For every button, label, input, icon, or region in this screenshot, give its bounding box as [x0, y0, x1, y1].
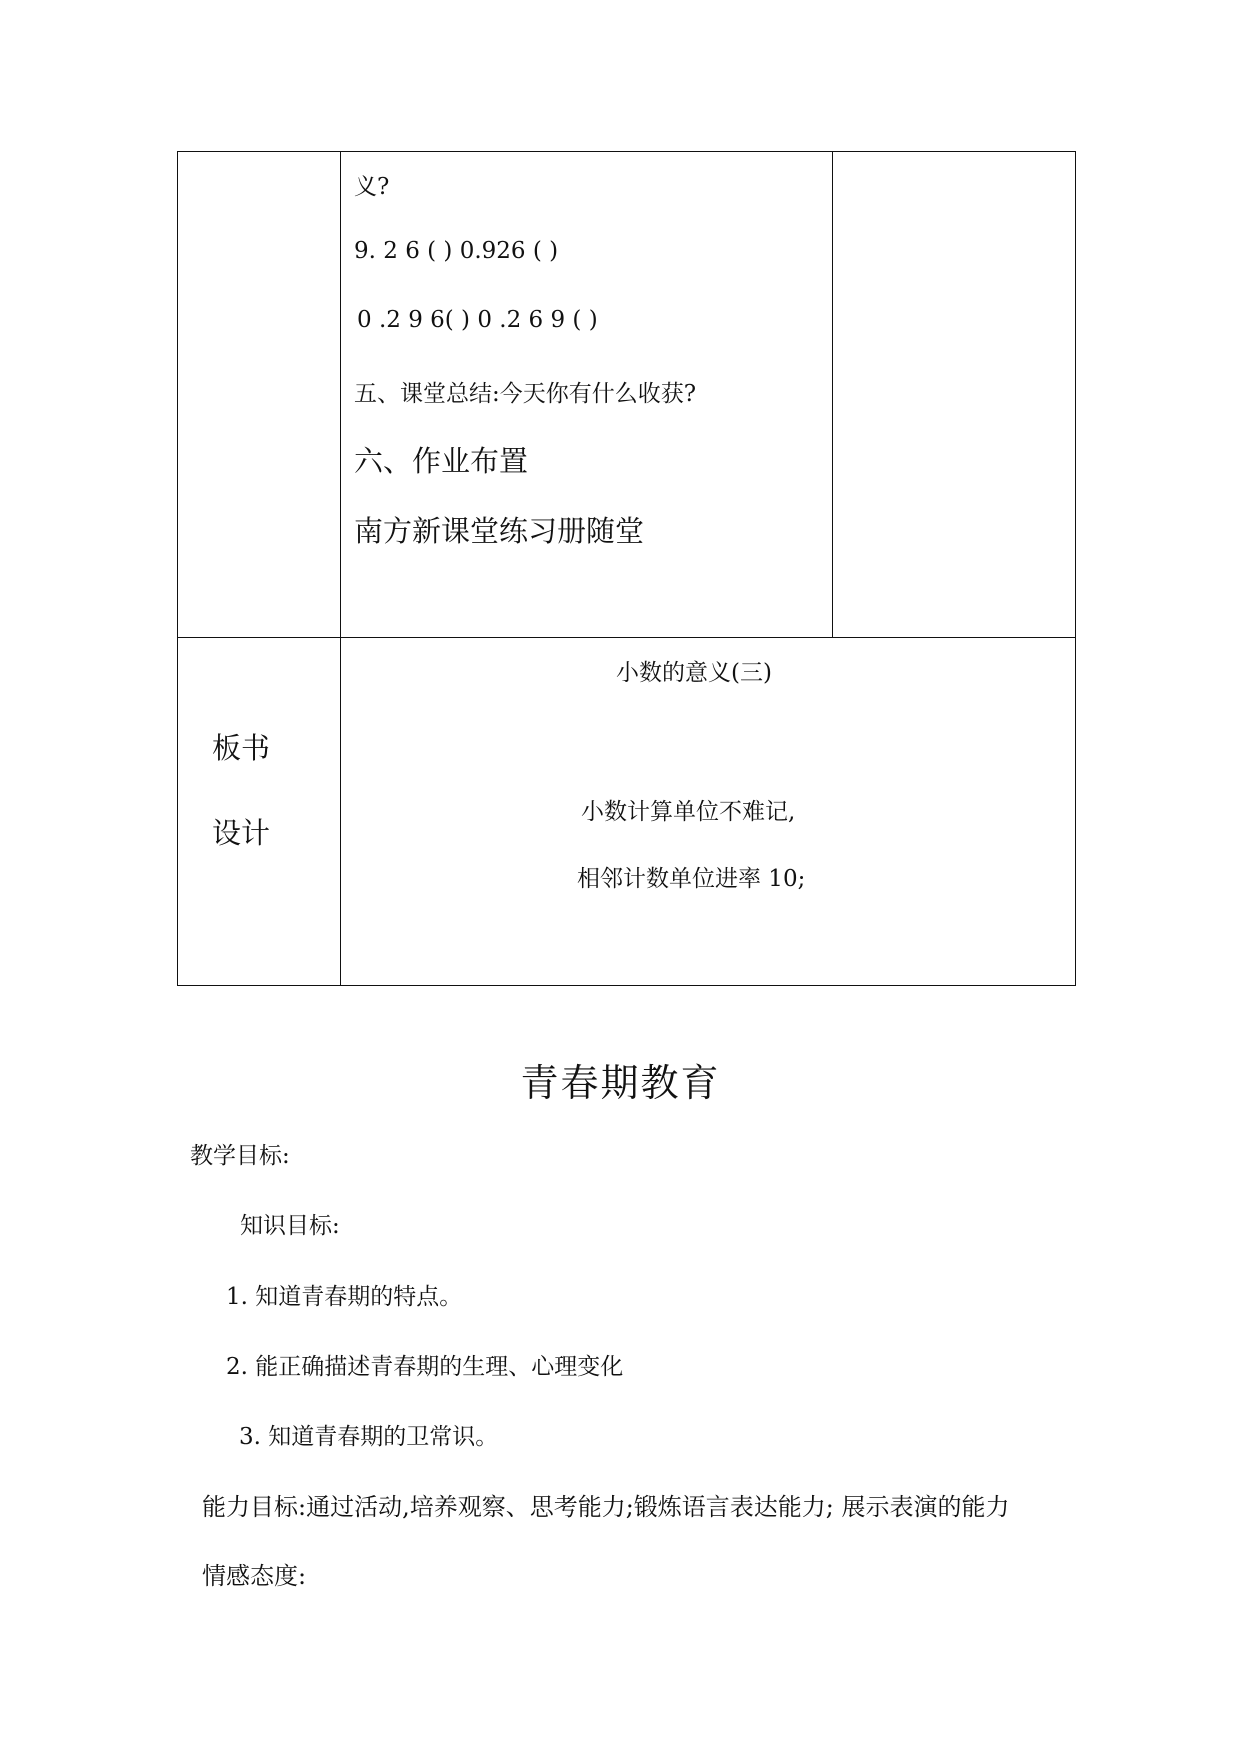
row1-content-cell — [341, 152, 833, 638]
goal-item: 3. 知道青春期的卫常识。 — [239, 1424, 499, 1450]
board-label-line1: 板书 — [212, 731, 271, 765]
content-line: 0 .2 9 6( ) 0 .2 6 9 ( ) — [357, 307, 598, 333]
row1-notes-cell — [833, 152, 1076, 638]
row1-label-cell — [178, 152, 341, 638]
ability-goals: 能力目标:通过活动,培养观察、思考能力;锻炼语言表达能力; 展示表演的能力 — [202, 1493, 1010, 1521]
homework-heading: 六、作业布置 — [354, 444, 529, 478]
goal-item: 1. 知道青春期的特点。 — [226, 1284, 463, 1310]
board-line: 小数计算单位不难记, — [581, 799, 796, 825]
emotion-attitude-label: 情感态度: — [202, 1562, 307, 1590]
summary-line: 五、课堂总结:今天你有什么收获? — [354, 381, 697, 407]
section-title: 青春期教育 — [520, 1061, 721, 1105]
board-label-line2: 设计 — [212, 816, 271, 850]
table-row-activities — [178, 152, 1076, 638]
teaching-goals-label: 教学目标: — [190, 1143, 290, 1169]
content-line: 义? — [354, 174, 390, 200]
goal-item: 2. 能正确描述青春期的生理、心理变化 — [226, 1354, 624, 1380]
lesson-plan-table — [177, 151, 1076, 986]
board-design-label-cell — [178, 638, 341, 986]
knowledge-goals-label: 知识目标: — [240, 1213, 340, 1239]
table-row-board-design — [178, 638, 1076, 986]
board-line: 相邻计数单位进率 10; — [577, 866, 806, 892]
board-heading: 小数的意义(三) — [616, 660, 772, 686]
content-line: 9. 2 6 ( ) 0.926 ( ) — [354, 238, 559, 264]
board-design-content-cell — [341, 638, 1076, 986]
homework-detail: 南方新课堂练习册随堂 — [354, 514, 645, 548]
